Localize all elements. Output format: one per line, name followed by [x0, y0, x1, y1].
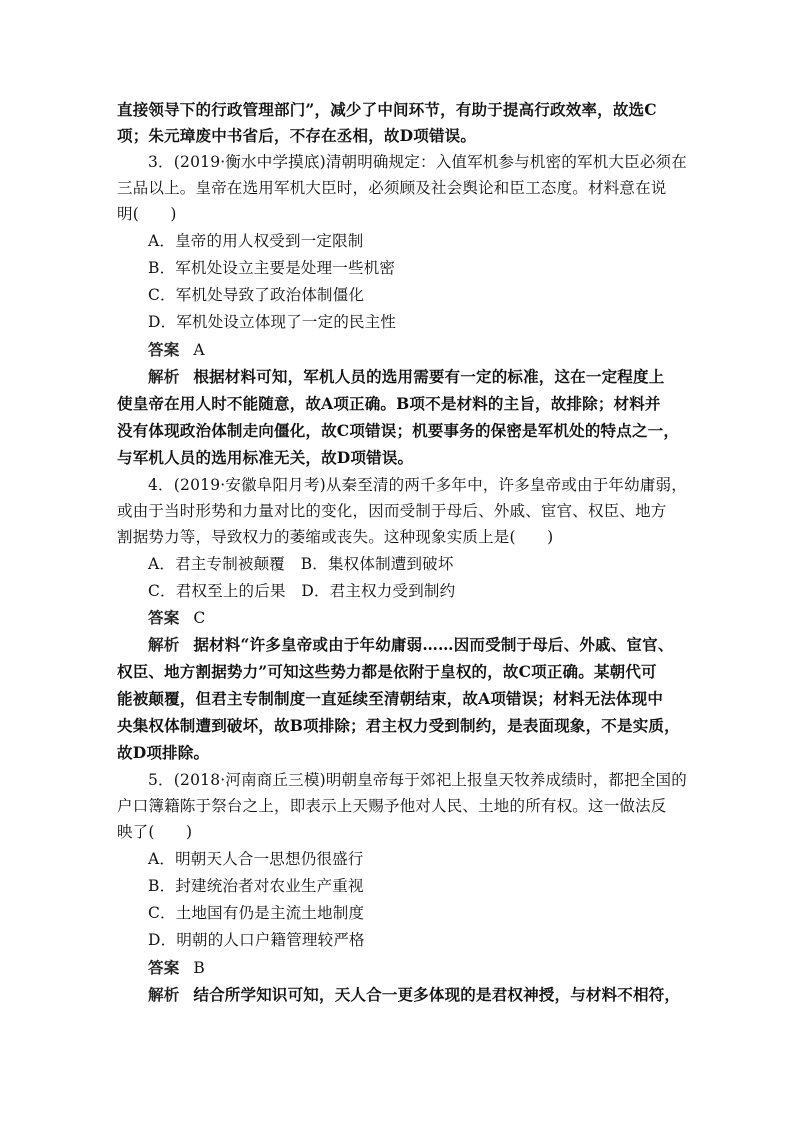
question-5-stem: 映了( ) — [117, 823, 193, 841]
answer-value: B — [193, 959, 205, 977]
analysis-line: 使皇帝在用人时不能随意，故A项正确。B项不是材料的主旨，故排除；材料并 — [117, 394, 661, 413]
answer-label: 答案 — [148, 340, 180, 359]
question-4-stem: 或由于当时形势和力量对比的变化，因而受制于母后、外戚、宦官、权臣、地方 — [117, 502, 667, 520]
analysis-line — [148, 632, 674, 658]
analysis-label: 解析 — [148, 985, 180, 1004]
analysis-line: 央集权体制遭到破坏，故B项排除；君主权力受到制约，是表面现象，不是实质， — [117, 716, 680, 735]
option-b: B．军机处设立主要是处理一些机密 — [148, 259, 396, 277]
answer-line — [148, 955, 205, 981]
option-a: A．明朝天人合一思想仍很盛行 — [148, 850, 364, 868]
analysis-line: 没有体现政治体制走向僵化，故C项错误；机要事务的保密是军机处的特点之一， — [117, 421, 680, 440]
analysis-text: 根据材料可知，军机人员的选用需要有一定的标准，这在一定程度上 — [193, 367, 665, 386]
options-ab: A．君主专制被颠覆 B．集权体制遭到破坏 — [148, 555, 454, 573]
question-5-stem: 5．(2018·河南商丘三模)明朝皇帝每于郊祀上报皇天牧养成绩时，都把全国的 — [148, 771, 687, 789]
analysis-line: 直接领导下的行政管理部门”，减少了中间环节，有助于提高行政效率，故选C — [117, 100, 657, 119]
analysis-text: 结合所学知识可知，天人合一更多体现的是君权神授，与材料不相符， — [193, 985, 681, 1004]
analysis-label: 解析 — [148, 635, 180, 654]
question-5-stem: 户口簿籍陈于祭台之上，即表示上天赐予他对人民、土地的所有权。这一做法反 — [117, 797, 667, 815]
analysis-line: 故D项排除。 — [117, 743, 210, 762]
question-4-stem: 4．(2019·安徽阜阳月考)从秦至清的两千多年中，许多皇帝或由于年幼庸弱， — [148, 476, 687, 494]
analysis-line: 能被颠覆，但君主专制制度一直延续至清朝结束，故A项错误；材料无法体现中 — [117, 689, 664, 708]
option-d: D．军机处设立体现了一定的民主性 — [148, 313, 397, 331]
analysis-text: 据材料“许多皇帝或由于年幼庸弱……因而受制于母后、外戚、宦官、 — [193, 635, 674, 654]
option-c: C．军机处导致了政治体制僵化 — [148, 286, 365, 304]
analysis-line: 权臣、地方割据势力”可知这些势力都是依附于皇权的，故C项正确。某朝代可 — [117, 662, 657, 681]
option-a: A．皇帝的用人权受到一定限制 — [148, 232, 364, 250]
answer-line — [148, 605, 205, 631]
option-b: B．封建统治者对农业生产重视 — [148, 877, 364, 895]
options-cd: C．君权至上的后果 D．君主权力受到制约 — [148, 582, 456, 600]
analysis-label: 解析 — [148, 367, 180, 386]
analysis-line: 项；朱元璋废中书省后，不存在丞相，故D项错误。 — [117, 126, 477, 145]
option-d: D．明朝的人口户籍管理较严格 — [148, 931, 365, 949]
question-3-stem: 明( ) — [117, 205, 177, 223]
analysis-line: 与军机人员的选用标准无关，故D项错误。 — [117, 448, 414, 467]
answer-line — [148, 337, 205, 363]
answer-label: 答案 — [148, 608, 180, 627]
answer-label: 答案 — [148, 958, 180, 977]
question-3-stem: 3．(2019·衡水中学摸底)清朝明确规定：入值军机参与机密的军机大臣必须在 — [148, 153, 687, 171]
analysis-line — [148, 364, 664, 390]
answer-value: C — [193, 609, 206, 627]
option-c: C．土地国有仍是主流土地制度 — [148, 904, 365, 922]
answer-value: A — [193, 341, 205, 359]
question-4-stem: 割据势力等，导致权力的萎缩或丧失。这种现象实质上是( ) — [117, 528, 554, 546]
analysis-line — [148, 982, 680, 1008]
question-3-stem: 三品以上。皇帝在选用军机大臣时，必须顾及社会舆论和臣工态度。材料意在说 — [117, 179, 667, 197]
